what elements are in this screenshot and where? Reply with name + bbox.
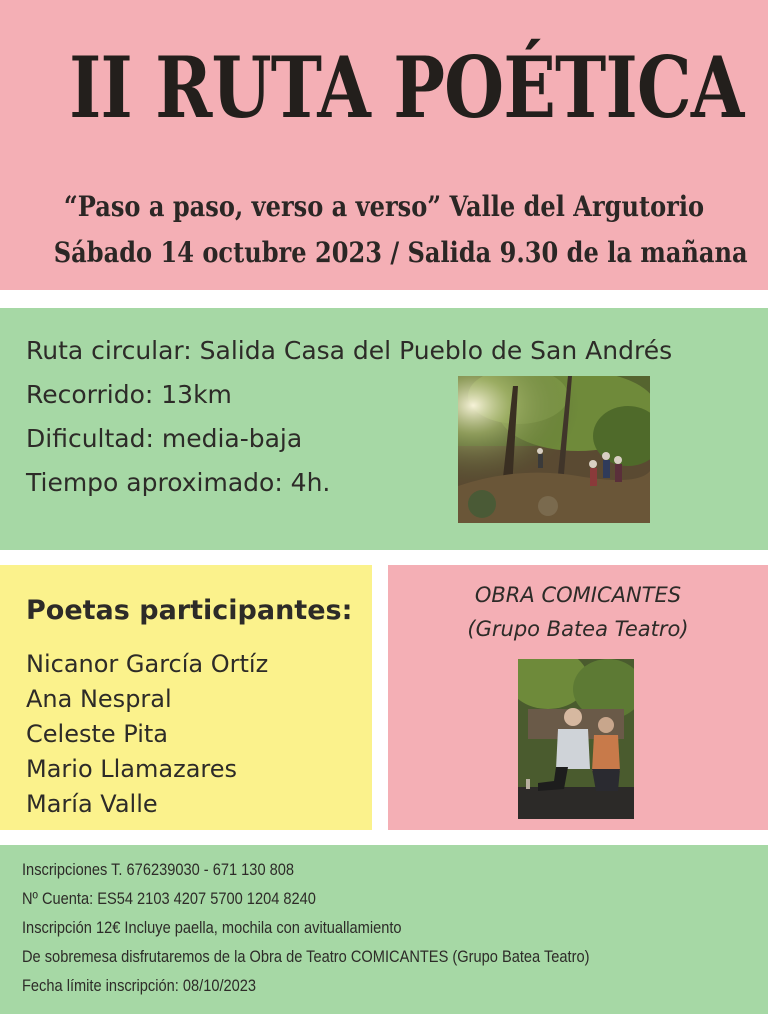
poet-name: María Valle [26,790,158,818]
poet-list [26,647,268,822]
poet-name: Mario Llamazares [26,755,238,783]
theater-performance-photo [518,659,634,819]
registration-deadline: Fecha límite inscripción: 08/10/2023 [22,976,257,995]
route-distance: Recorrido: 13km [26,380,232,409]
poet-name: Nicanor García Ortíz [26,650,269,678]
poet-name: Ana Nespral [26,685,172,713]
registration-fee: Inscripción 12€ Incluye paella, mochila con avituallamiento [22,918,402,937]
info-list [22,855,682,1000]
route-difficulty: Dificultad: media-baja [26,424,303,453]
poet-name: Celeste Pita [26,720,168,748]
bank-account: Nº Cuenta: ES54 2103 4207 5700 1204 8240 [22,889,316,908]
play-title: OBRA COMICANTES [474,583,682,607]
forest-hike-photo [458,376,650,523]
play-panel [388,565,768,830]
after-meal-note: De sobremesa disfrutaremos de la Obra de Teatro COMICANTES (Grupo Batea Teatro) [22,947,590,966]
route-panel [0,308,768,550]
route-start: Ruta circular: Salida Casa del Pueblo de San Andrés [26,336,673,365]
poets-heading: Poetas participantes: [26,595,353,626]
poster-subtitle: “Paso a paso, verso a verso” Valle del Argutorio [63,190,705,223]
info-panel [0,845,768,1014]
event-date: Sábado 14 octubre 2023 / Salida 9.30 de la mañana [53,236,748,269]
registration-phones: Inscripciones T. 676239030 - 671 130 808 [22,860,295,879]
poster-title: II RUTA POÉTICA [69,38,744,137]
route-time: Tiempo aproximado: 4h. [26,468,331,497]
header-panel [0,0,768,290]
poets-panel [0,565,372,830]
play-company: (Grupo Batea Teatro) [467,617,689,641]
